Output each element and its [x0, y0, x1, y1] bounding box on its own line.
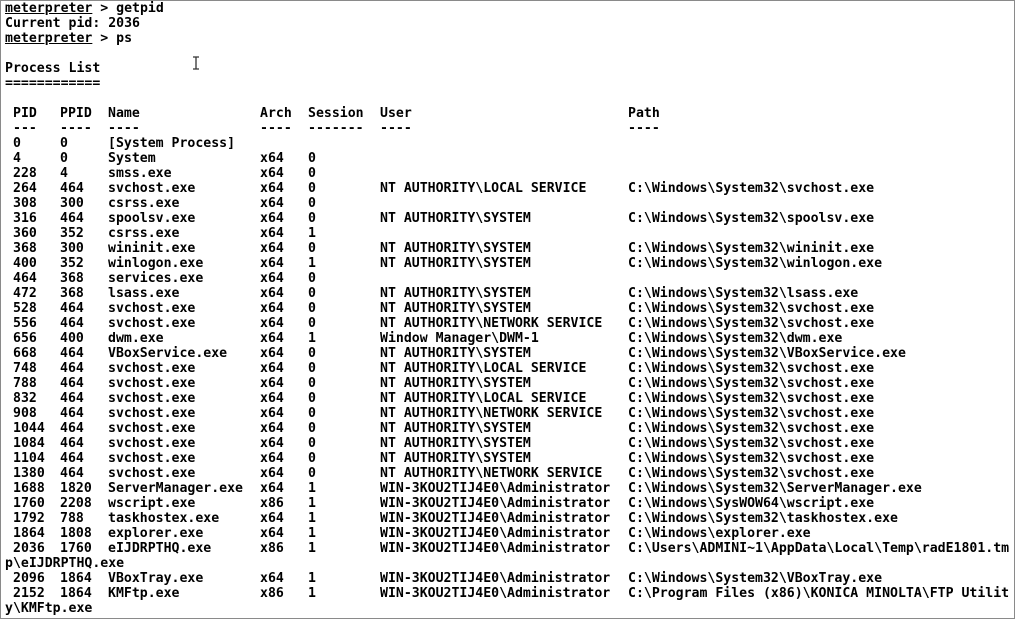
- cell-user: NT AUTHORITY\NETWORK SERVICE: [380, 466, 603, 481]
- cell-path: C:\Windows\System32\svchost.exe: [628, 316, 875, 331]
- cell-path: C:\Program Files (x86)\KONICA MINOLTA\FTP Utilit: [628, 586, 1010, 601]
- cell-ppid: 1808: [60, 526, 92, 541]
- cell-arch: x64: [260, 211, 284, 226]
- cell-ppid: 464: [60, 346, 84, 361]
- cell-name: [System Process]: [108, 136, 236, 151]
- cell-arch: x64: [260, 466, 284, 481]
- cell-pid: 360: [13, 226, 37, 241]
- meterpreter-prompt: meterpreter: [5, 1, 93, 16]
- cell-session: 1: [308, 226, 316, 241]
- table-header-row: [1, 106, 1014, 121]
- cell-name: svchost.exe: [108, 451, 196, 466]
- command-line-ps: [5, 31, 132, 46]
- cell-arch: x64: [260, 271, 284, 286]
- cell-session: 0: [308, 406, 316, 421]
- header-user: User: [380, 106, 412, 121]
- cell-name: VBoxService.exe: [108, 346, 228, 361]
- cell-user: WIN-3KOU2TIJ4E0\Administrator: [380, 511, 611, 526]
- cell-pid: 2096: [13, 571, 45, 586]
- cell-path: C:\Windows\System32\svchost.exe: [628, 301, 875, 316]
- cell-session: 0: [308, 271, 316, 286]
- cell-session: 0: [308, 196, 316, 211]
- cell-ppid: 1820: [60, 481, 92, 496]
- cell-pid: 1760: [13, 496, 45, 511]
- cell-user: WIN-3KOU2TIJ4E0\Administrator: [380, 481, 611, 496]
- cell-ppid: 368: [60, 286, 84, 301]
- table-row: [1, 586, 1014, 601]
- cell-path: C:\Windows\System32\svchost.exe: [628, 406, 875, 421]
- current-pid-output: Current pid: 2036: [5, 16, 140, 31]
- cell-ppid: 464: [60, 361, 84, 376]
- cell-session: 0: [308, 451, 316, 466]
- cell-path: C:\Windows\System32\taskhostex.exe: [628, 511, 898, 526]
- cell-arch: x64: [260, 511, 284, 526]
- cell-session: 0: [308, 346, 316, 361]
- cell-user: WIN-3KOU2TIJ4E0\Administrator: [380, 541, 611, 556]
- cell-path: C:\Windows\System32\svchost.exe: [628, 181, 875, 196]
- cell-pid: 2152: [13, 586, 45, 601]
- header-pid: PID: [13, 106, 37, 121]
- cell-pid: 2036: [13, 541, 45, 556]
- cell-ppid: 464: [60, 181, 84, 196]
- cell-session: 0: [308, 361, 316, 376]
- cell-pid: 472: [13, 286, 37, 301]
- table-row: [1, 181, 1014, 196]
- cell-user: NT AUTHORITY\SYSTEM: [380, 241, 531, 256]
- cell-user: WIN-3KOU2TIJ4E0\Administrator: [380, 571, 611, 586]
- cell-session: 1: [308, 511, 316, 526]
- cell-name: winlogon.exe: [108, 256, 204, 271]
- cell-name: svchost.exe: [108, 421, 196, 436]
- table-row: [1, 451, 1014, 466]
- table-row: [1, 226, 1014, 241]
- cell-pid: 788: [13, 376, 37, 391]
- table-row: [1, 166, 1014, 181]
- separator-ppid: ----: [60, 121, 92, 136]
- cell-name: svchost.exe: [108, 376, 196, 391]
- cell-session: 1: [308, 256, 316, 271]
- cell-path: C:\Windows\System32\svchost.exe: [628, 376, 875, 391]
- cell-session: 0: [308, 286, 316, 301]
- cell-session: 0: [308, 466, 316, 481]
- table-row: [1, 286, 1014, 301]
- cell-user: NT AUTHORITY\SYSTEM: [380, 286, 531, 301]
- table-row: [1, 511, 1014, 526]
- cell-arch: x86: [260, 541, 284, 556]
- table-row: [1, 301, 1014, 316]
- cell-name: svchost.exe: [108, 436, 196, 451]
- cell-arch: x64: [260, 286, 284, 301]
- cell-pid: 1688: [13, 481, 45, 496]
- cell-user: NT AUTHORITY\SYSTEM: [380, 421, 531, 436]
- cell-path: C:\Windows\SysWOW64\wscript.exe: [628, 496, 875, 511]
- cell-path: C:\Windows\System32\svchost.exe: [628, 421, 875, 436]
- cell-pid: 316: [13, 211, 37, 226]
- cell-arch: x64: [260, 196, 284, 211]
- cell-session: 0: [308, 151, 316, 166]
- path-wrap-line: y\KMFtp.exe: [5, 601, 93, 616]
- cell-ppid: 464: [60, 211, 84, 226]
- cell-arch: x64: [260, 571, 284, 586]
- table-row: [1, 481, 1014, 496]
- cell-user: NT AUTHORITY\NETWORK SERVICE: [380, 406, 603, 421]
- cell-arch: x64: [260, 526, 284, 541]
- cell-arch: x64: [260, 241, 284, 256]
- table-row: [1, 316, 1014, 331]
- table-row: [1, 376, 1014, 391]
- cell-ppid: 368: [60, 271, 84, 286]
- cell-pid: 464: [13, 271, 37, 286]
- cell-ppid: 464: [60, 466, 84, 481]
- cell-ppid: 788: [60, 511, 84, 526]
- cell-ppid: 464: [60, 406, 84, 421]
- cell-path: C:\Windows\System32\svchost.exe: [628, 391, 875, 406]
- table-row: [1, 466, 1014, 481]
- cell-arch: x64: [260, 436, 284, 451]
- cell-user: NT AUTHORITY\LOCAL SERVICE: [380, 181, 587, 196]
- cell-user: NT AUTHORITY\SYSTEM: [380, 256, 531, 271]
- cell-user: NT AUTHORITY\SYSTEM: [380, 376, 531, 391]
- cell-pid: 668: [13, 346, 37, 361]
- cell-session: 0: [308, 301, 316, 316]
- separator-arch: ----: [260, 121, 292, 136]
- table-separator-row: [1, 121, 1014, 136]
- cell-pid: 1380: [13, 466, 45, 481]
- table-row: [1, 196, 1014, 211]
- cell-path: C:\Windows\System32\dwm.exe: [628, 331, 843, 346]
- cell-ppid: 300: [60, 241, 84, 256]
- cell-name: services.exe: [108, 271, 204, 286]
- cell-ppid: 2208: [60, 496, 92, 511]
- cell-session: 1: [308, 481, 316, 496]
- cell-pid: 368: [13, 241, 37, 256]
- cell-pid: 1864: [13, 526, 45, 541]
- cell-ppid: 464: [60, 391, 84, 406]
- cell-pid: 264: [13, 181, 37, 196]
- cell-ppid: 464: [60, 316, 84, 331]
- cell-name: svchost.exe: [108, 391, 196, 406]
- cell-name: lsass.exe: [108, 286, 180, 301]
- cell-user: NT AUTHORITY\SYSTEM: [380, 451, 531, 466]
- cell-path: C:\Windows\System32\spoolsv.exe: [628, 211, 875, 226]
- table-row: [1, 526, 1014, 541]
- cell-name: taskhostex.exe: [108, 511, 220, 526]
- cell-session: 0: [308, 376, 316, 391]
- cell-session: 0: [308, 241, 316, 256]
- cell-pid: 308: [13, 196, 37, 211]
- header-session: Session: [308, 106, 364, 121]
- cell-user: WIN-3KOU2TIJ4E0\Administrator: [380, 496, 611, 511]
- cell-ppid: 352: [60, 256, 84, 271]
- cell-pid: 908: [13, 406, 37, 421]
- cell-ppid: 1864: [60, 571, 92, 586]
- cell-pid: 1104: [13, 451, 45, 466]
- cell-name: spoolsv.exe: [108, 211, 196, 226]
- cell-ppid: 464: [60, 436, 84, 451]
- cell-user: NT AUTHORITY\SYSTEM: [380, 301, 531, 316]
- cell-path: C:\Windows\System32\VBoxService.exe: [628, 346, 906, 361]
- cell-ppid: 400: [60, 331, 84, 346]
- cell-arch: x64: [260, 151, 284, 166]
- table-row: [1, 241, 1014, 256]
- cell-ppid: 300: [60, 196, 84, 211]
- cell-ppid: 1760: [60, 541, 92, 556]
- cell-user: NT AUTHORITY\LOCAL SERVICE: [380, 391, 587, 406]
- cell-name: wininit.exe: [108, 241, 196, 256]
- table-row: [1, 436, 1014, 451]
- cell-name: ServerManager.exe: [108, 481, 243, 496]
- cell-arch: x64: [260, 361, 284, 376]
- cell-path: C:\Windows\System32\wininit.exe: [628, 241, 875, 256]
- cell-arch: x64: [260, 256, 284, 271]
- cell-session: 1: [308, 526, 316, 541]
- path-wrap-line: p\eIJDRPTHQ.exe: [5, 556, 125, 571]
- cell-path: C:\Windows\System32\svchost.exe: [628, 436, 875, 451]
- separator-session: -------: [308, 121, 364, 136]
- cell-ppid: 4: [60, 166, 68, 181]
- cell-arch: x64: [260, 481, 284, 496]
- cell-arch: x86: [260, 586, 284, 601]
- cell-session: 1: [308, 541, 316, 556]
- cell-ppid: 0: [60, 151, 68, 166]
- cell-arch: x64: [260, 166, 284, 181]
- table-row: [1, 571, 1014, 586]
- table-row: [1, 136, 1014, 151]
- cell-pid: 4: [13, 151, 21, 166]
- cell-path: C:\Windows\System32\svchost.exe: [628, 361, 875, 376]
- cell-name: explorer.exe: [108, 526, 204, 541]
- cell-pid: 832: [13, 391, 37, 406]
- cell-arch: x64: [260, 406, 284, 421]
- cell-arch: x64: [260, 421, 284, 436]
- cell-user: WIN-3KOU2TIJ4E0\Administrator: [380, 526, 611, 541]
- cell-name: wscript.exe: [108, 496, 196, 511]
- cell-pid: 556: [13, 316, 37, 331]
- cell-name: csrss.exe: [108, 196, 180, 211]
- cell-user: NT AUTHORITY\SYSTEM: [380, 346, 531, 361]
- cell-name: KMFtp.exe: [108, 586, 180, 601]
- cell-pid: 1792: [13, 511, 45, 526]
- cell-ppid: 464: [60, 421, 84, 436]
- cell-path: C:\Windows\System32\ServerManager.exe: [628, 481, 922, 496]
- cell-session: 1: [308, 571, 316, 586]
- table-row: [1, 151, 1014, 166]
- cell-ppid: 464: [60, 376, 84, 391]
- header-arch: Arch: [260, 106, 292, 121]
- table-row: [1, 391, 1014, 406]
- cell-path: C:\Windows\System32\winlogon.exe: [628, 256, 883, 271]
- cell-session: 1: [308, 331, 316, 346]
- cell-name: svchost.exe: [108, 181, 196, 196]
- cell-arch: x64: [260, 181, 284, 196]
- cell-pid: 228: [13, 166, 37, 181]
- header-name: Name: [108, 106, 140, 121]
- cell-name: svchost.exe: [108, 406, 196, 421]
- table-row: [1, 541, 1014, 556]
- cell-pid: 748: [13, 361, 37, 376]
- cell-arch: x64: [260, 331, 284, 346]
- cell-arch: x64: [260, 301, 284, 316]
- table-row: [1, 361, 1014, 376]
- cell-session: 0: [308, 436, 316, 451]
- separator-user: ----: [380, 121, 412, 136]
- cell-ppid: 464: [60, 451, 84, 466]
- cell-ppid: 1864: [60, 586, 92, 601]
- cell-user: Window Manager\DWM-1: [380, 331, 539, 346]
- cell-path: C:\Windows\System32\lsass.exe: [628, 286, 859, 301]
- cell-arch: x64: [260, 376, 284, 391]
- cell-arch: x64: [260, 451, 284, 466]
- cell-arch: x64: [260, 226, 284, 241]
- cell-user: WIN-3KOU2TIJ4E0\Administrator: [380, 586, 611, 601]
- table-row: [1, 331, 1014, 346]
- header-path: Path: [628, 106, 660, 121]
- getpid-command: > getpid: [92, 1, 164, 16]
- table-row: [1, 256, 1014, 271]
- cell-ppid: 352: [60, 226, 84, 241]
- table-row: [1, 271, 1014, 286]
- cell-user: NT AUTHORITY\NETWORK SERVICE: [380, 316, 603, 331]
- cell-path: C:\Windows\explorer.exe: [628, 526, 811, 541]
- cell-pid: 400: [13, 256, 37, 271]
- cell-name: svchost.exe: [108, 301, 196, 316]
- table-row: [1, 211, 1014, 226]
- cell-path: C:\Windows\System32\VBoxTray.exe: [628, 571, 883, 586]
- cell-session: 0: [308, 391, 316, 406]
- cell-arch: x64: [260, 391, 284, 406]
- cell-name: System: [108, 151, 156, 166]
- cell-session: 0: [308, 211, 316, 226]
- table-row: [1, 406, 1014, 421]
- cell-pid: 528: [13, 301, 37, 316]
- cell-arch: x64: [260, 346, 284, 361]
- cell-name: svchost.exe: [108, 316, 196, 331]
- cell-arch: x64: [260, 316, 284, 331]
- meterpreter-prompt: meterpreter: [5, 31, 93, 46]
- separator-pid: ---: [13, 121, 37, 136]
- cell-session: 1: [308, 496, 316, 511]
- cell-ppid: 0: [60, 136, 68, 151]
- cell-pid: 656: [13, 331, 37, 346]
- process-list-underline: ============: [5, 76, 101, 91]
- cell-name: dwm.exe: [108, 331, 164, 346]
- cell-pid: 0: [13, 136, 21, 151]
- cell-session: 0: [308, 166, 316, 181]
- command-line-getpid: [5, 1, 164, 16]
- cell-name: csrss.exe: [108, 226, 180, 241]
- cell-session: 0: [308, 316, 316, 331]
- table-row: [1, 346, 1014, 361]
- cell-pid: 1084: [13, 436, 45, 451]
- cell-path: C:\Windows\System32\svchost.exe: [628, 451, 875, 466]
- separator-name: ----: [108, 121, 140, 136]
- cell-pid: 1044: [13, 421, 45, 436]
- ps-command: > ps: [92, 31, 133, 46]
- cell-session: 0: [308, 181, 316, 196]
- cell-path: C:\Windows\System32\svchost.exe: [628, 466, 875, 481]
- header-ppid: PPID: [60, 106, 92, 121]
- cell-ppid: 464: [60, 301, 84, 316]
- text-cursor-icon: [191, 56, 201, 70]
- cell-name: smss.exe: [108, 166, 172, 181]
- cell-name: svchost.exe: [108, 466, 196, 481]
- cell-user: NT AUTHORITY\SYSTEM: [380, 211, 531, 226]
- cell-user: NT AUTHORITY\LOCAL SERVICE: [380, 361, 587, 376]
- cell-name: eIJDRPTHQ.exe: [108, 541, 212, 556]
- table-row: [1, 496, 1014, 511]
- cell-arch: x86: [260, 496, 284, 511]
- cell-user: NT AUTHORITY\SYSTEM: [380, 436, 531, 451]
- cell-session: 0: [308, 421, 316, 436]
- cell-name: svchost.exe: [108, 361, 196, 376]
- cell-name: VBoxTray.exe: [108, 571, 204, 586]
- separator-path: ----: [628, 121, 660, 136]
- process-list-title: Process List: [5, 61, 101, 76]
- table-row: [1, 421, 1014, 436]
- cell-session: 1: [308, 586, 316, 601]
- cell-path: C:\Users\ADMINI~1\AppData\Local\Temp\radE1801.tm: [628, 541, 1010, 556]
